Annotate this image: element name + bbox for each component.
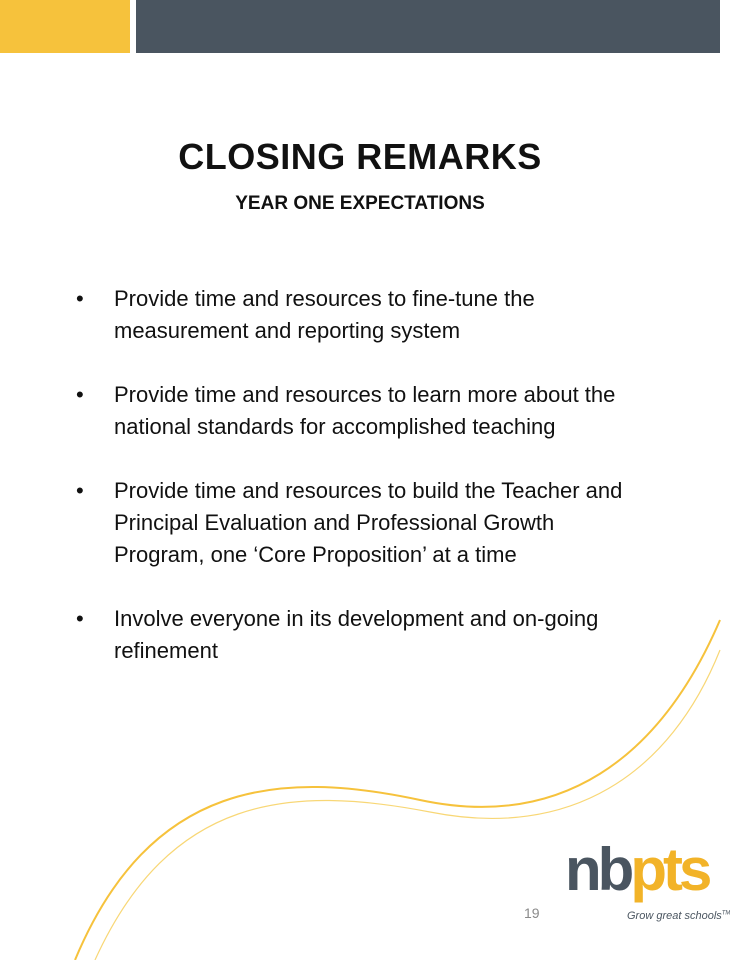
slide-title: CLOSING REMARKS (178, 136, 542, 177)
bullet-dot-icon: • (76, 606, 84, 631)
logo-trademark: TM (721, 910, 730, 917)
list-item (74, 283, 649, 347)
bullet-text: Provide time and resources to fine-tune the measurement and reporting system (114, 286, 535, 343)
list-item (74, 603, 649, 667)
logo-word-right: pts (630, 836, 709, 903)
bullet-text: Provide time and resources to learn more about the national standards for accomplished teaching (114, 382, 616, 439)
logo-wordmark (565, 838, 708, 902)
slide-subtitle: YEAR ONE EXPECTATIONS (235, 193, 485, 214)
bullet-dot-icon: • (76, 286, 84, 311)
logo-tagline-text: Grow great schools (627, 910, 722, 922)
list-item (74, 475, 649, 571)
list-item (74, 379, 649, 443)
bullet-text: Provide time and resources to build the Teacher and Principal Evaluation and Professional Growth Program, one ‘Core Proposition’ at a time (114, 478, 623, 567)
bullet-dot-icon: • (76, 382, 84, 407)
bullet-dot-icon: • (76, 478, 84, 503)
bullet-text: Involve everyone in its development and on-going refinement (114, 606, 599, 663)
logo-tagline (627, 910, 730, 922)
logo-word-left: nb (565, 836, 631, 903)
nbpts-logo (565, 836, 730, 938)
bullet-list (74, 283, 649, 699)
page-number: 19 (524, 905, 540, 921)
